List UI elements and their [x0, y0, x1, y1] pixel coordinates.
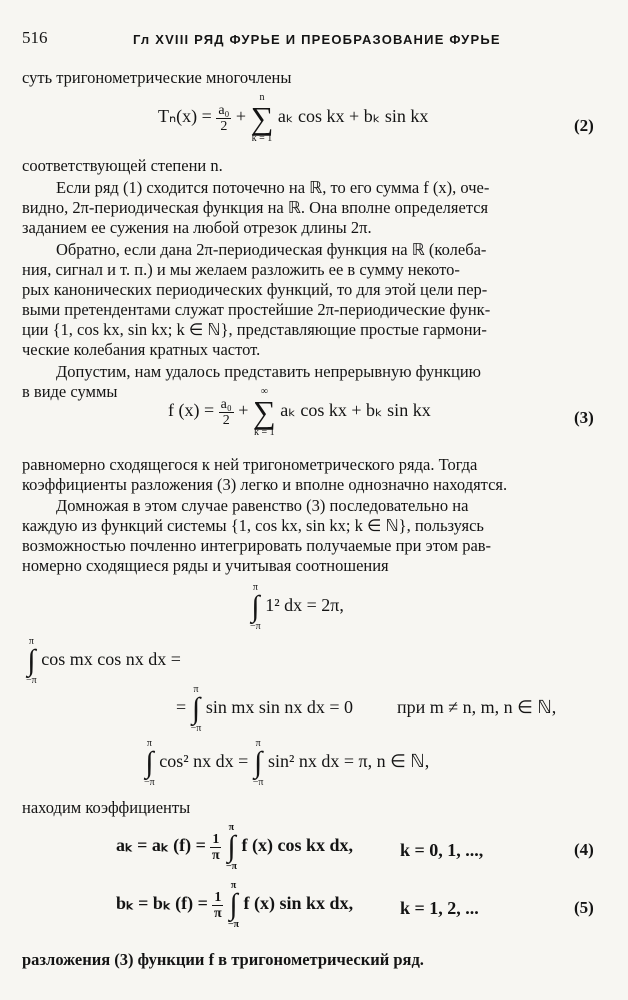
- eq3-fraction: [219, 397, 234, 428]
- eq5-condition: k = 1, 2, ...: [400, 898, 479, 918]
- integral-icon: ∫: [251, 590, 260, 623]
- integral-op: [191, 684, 202, 734]
- eq4-fraction: [210, 832, 221, 863]
- eq5-fraction: [212, 890, 223, 921]
- equation-2: [158, 92, 428, 144]
- integral-4: [144, 738, 429, 788]
- eq3-frac-den: 2: [222, 412, 230, 428]
- eq2-body: aₖ cos kx + bₖ sin kx: [277, 106, 429, 127]
- eq4-lhs: aₖ = aₖ (f) =: [116, 835, 206, 856]
- integral-op: [250, 582, 261, 632]
- eq3-lhs: f (x) =: [168, 400, 215, 421]
- running-head: Гл XVIII РЯД ФУРЬЕ И ПРЕОБРАЗОВАНИЕ ФУРЬЕ: [133, 32, 501, 47]
- text-line: равномерно сходящегося к ней тригонометрического ряда. Тогда: [22, 455, 478, 474]
- int-upper: π: [252, 582, 258, 593]
- text-line: суть тригонометрические многочлены: [22, 68, 292, 87]
- text-line: находим коэффициенты: [22, 798, 191, 817]
- text-line: Домножая в этом случае равенство (3) последовательно на: [56, 496, 469, 515]
- integral-icon: ∫: [27, 644, 36, 677]
- text-line: ния, сигнал и т. п.) и мы желаем разложить ее в сумму некото-: [22, 260, 460, 279]
- integral-op: [26, 636, 37, 686]
- int-lower: −π: [227, 919, 240, 930]
- int-upper: π: [146, 738, 152, 749]
- eq3-frac-num: a₀: [220, 396, 232, 412]
- eq4-frac-num: 1: [212, 831, 220, 847]
- integral-icon: ∫: [253, 746, 263, 779]
- integral-op: [253, 738, 264, 788]
- int-upper: π: [255, 738, 261, 749]
- integral-op: [228, 880, 239, 930]
- text-line: возможностью почленно интегрировать получаемые при этом рав-: [22, 536, 492, 555]
- int-upper: π: [230, 880, 237, 891]
- int4-body: cos² nx dx =: [159, 751, 249, 772]
- eq5-frac-den: π: [214, 905, 222, 921]
- text-line: в виде суммы: [22, 382, 118, 401]
- eq2-sum-bottom: k = 1: [251, 133, 273, 144]
- page-number: 516: [22, 28, 48, 47]
- text-line: Если ряд (1) сходится поточечно на ℝ, то его сумма f (x), оче-: [56, 178, 490, 197]
- text-line: ции {1, cos kx, sin kx; k ∈ ℕ}, представляющие простые гармони-: [22, 320, 487, 339]
- eq2-sum: [251, 92, 274, 144]
- eq3-sum-bottom: k = 1: [253, 427, 275, 438]
- equation-number-4: (4): [574, 840, 594, 859]
- int-lower: −π: [252, 777, 264, 788]
- integral-3: [176, 684, 353, 734]
- int3-eq: =: [176, 697, 187, 718]
- text-line: соответствующей степени n.: [22, 156, 223, 175]
- eq2-plus: +: [235, 106, 247, 127]
- integral-op: [144, 738, 155, 788]
- int3-body: sin mx sin nx dx = 0: [205, 697, 354, 718]
- sigma-icon: ∑: [250, 100, 274, 136]
- eq4-body: f (x) cos kx dx,: [241, 835, 354, 856]
- text-line: видно, 2π-периодическая функция на ℝ. Она вполне определяется: [22, 198, 489, 217]
- equation-5: [116, 880, 353, 930]
- integral-op: [226, 822, 237, 872]
- integral-icon: ∫: [229, 888, 238, 921]
- eq2-sum-top: n: [259, 92, 265, 103]
- eq2-frac-den: 2: [220, 118, 228, 134]
- equation-number-5: (5): [574, 898, 594, 917]
- text-line: разложения (3) функции f в тригонометрический ряд.: [22, 950, 424, 969]
- equation-3: [168, 386, 431, 438]
- int-upper: π: [28, 636, 34, 647]
- text-line: Допустим, нам удалось представить непрерывную функцию: [56, 362, 482, 381]
- sigma-icon: ∑: [252, 394, 276, 430]
- int-lower: −π: [250, 621, 261, 632]
- equation-number-2: (2): [574, 116, 594, 135]
- text-line: Обратно, если дана 2π-периодическая функция на ℝ (колеба-: [56, 240, 487, 259]
- text-line: ческие колебания кратных частот.: [22, 340, 261, 359]
- int-lower: −π: [144, 777, 155, 788]
- int-lower: −π: [225, 861, 238, 872]
- equation-4: [116, 822, 353, 872]
- eq5-frac-num: 1: [214, 889, 222, 905]
- eq5-lhs: bₖ = bₖ (f) =: [116, 893, 208, 914]
- int3-condition: при m ≠ n, m, n ∈ ℕ,: [397, 697, 557, 717]
- text-line: каждую из функций системы {1, cos kx, sin kx; k ∈ ℕ}, пользуясь: [22, 516, 484, 535]
- integral-icon: ∫: [191, 692, 201, 725]
- text-line: заданием ее сужения на любой отрезок длины 2π.: [22, 218, 372, 237]
- text-line: рых канонических периодических функций, то для этой цели пер-: [22, 280, 488, 299]
- integral-icon: ∫: [145, 746, 154, 779]
- text-line: коэффициенты разложения (3) легко и вполне однозначно находятся.: [22, 475, 508, 494]
- integral-2: [26, 636, 181, 686]
- eq3-plus: +: [238, 400, 249, 421]
- int1-body: 1² dx = 2π,: [265, 595, 344, 616]
- eq3-sum-top: ∞: [260, 386, 268, 397]
- eq2-lhs: Tₙ(x) =: [158, 106, 212, 127]
- int-lower: −π: [26, 675, 37, 686]
- eq2-fraction: [216, 103, 231, 134]
- text-line: выми претендентами служат простейшие 2π-периодические функ-: [22, 300, 491, 319]
- integral-icon: ∫: [227, 830, 236, 863]
- eq2-frac-num: a₀: [218, 102, 230, 118]
- eq3-body: aₖ cos kx + bₖ sin kx: [280, 400, 431, 421]
- int-upper: π: [193, 684, 199, 695]
- equation-number-3: (3): [574, 408, 594, 427]
- eq4-frac-den: π: [211, 847, 220, 863]
- integral-1: [250, 582, 344, 632]
- eq5-body: f (x) sin kx dx,: [243, 893, 354, 914]
- text-line: номерно сходящиеся ряды и учитывая соотношения: [22, 556, 389, 575]
- int-lower: −π: [190, 723, 202, 734]
- int2-body: cos mx cos nx dx =: [41, 649, 181, 670]
- eq3-sum: [253, 386, 276, 438]
- int-upper: π: [228, 822, 235, 833]
- eq4-condition: k = 0, 1, ...,: [400, 840, 484, 860]
- int4b-body: sin² nx dx = π, n ∈ ℕ,: [267, 751, 430, 772]
